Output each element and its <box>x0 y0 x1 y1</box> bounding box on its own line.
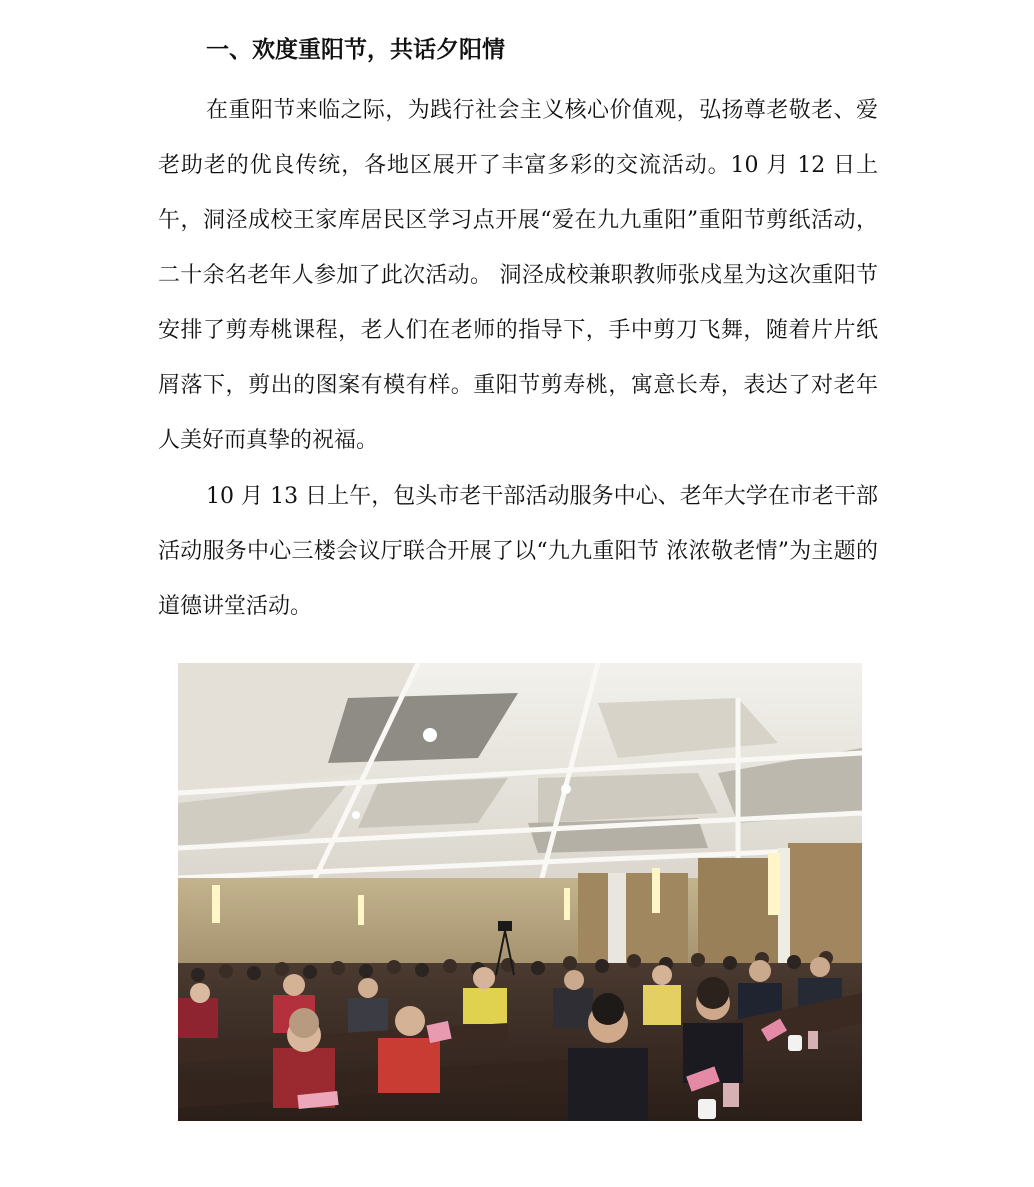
paragraph-1: 在重阳节来临之际，为践行社会主义核心价值观，弘扬尊老敬老、爱老助老的优良传统，各地区展开了丰富多彩的交流活动。10 月 12 日上午，洞泾成校王家库居民区学习点开展“爱在九九重阳”重阳节剪纸活动，二十余名老年人参加了此次活动。 洞泾成校兼职教师张戍星为这次重阳节安排了剪寿桃课程，老人们在老师的指导下，手中剪刀飞舞，随着片片纸屑落下，剪出的图案有模有样。重阳节剪寿桃，寓意长寿，表达了对老年人美好而真挚的祝福。 <box>158 98 878 453</box>
paragraph-2: 10 月 13 日上午，包头市老干部活动服务中心、老年大学在市老干部活动服务中心三楼会议厅联合开展了以“九九重阳节 浓浓敬老情”为主题的道德讲堂活动。 <box>158 484 878 619</box>
video-camera <box>498 921 512 931</box>
tea-cup <box>698 1099 716 1119</box>
section-heading: 一、欢度重阳节，共话夕阳情 <box>206 37 505 63</box>
wall-light <box>358 895 364 925</box>
wall-light <box>768 853 780 915</box>
meeting-hall-photo <box>178 663 862 1121</box>
name-card <box>808 1031 818 1049</box>
wall-light <box>212 885 220 923</box>
ceiling-light <box>352 811 360 819</box>
ceiling-light <box>561 784 571 794</box>
tea-cup <box>788 1035 802 1051</box>
ceiling-light <box>423 728 437 742</box>
wall-light <box>564 888 570 920</box>
wall-light <box>652 868 660 913</box>
name-card <box>723 1083 739 1107</box>
photo-illustration <box>178 663 862 1121</box>
